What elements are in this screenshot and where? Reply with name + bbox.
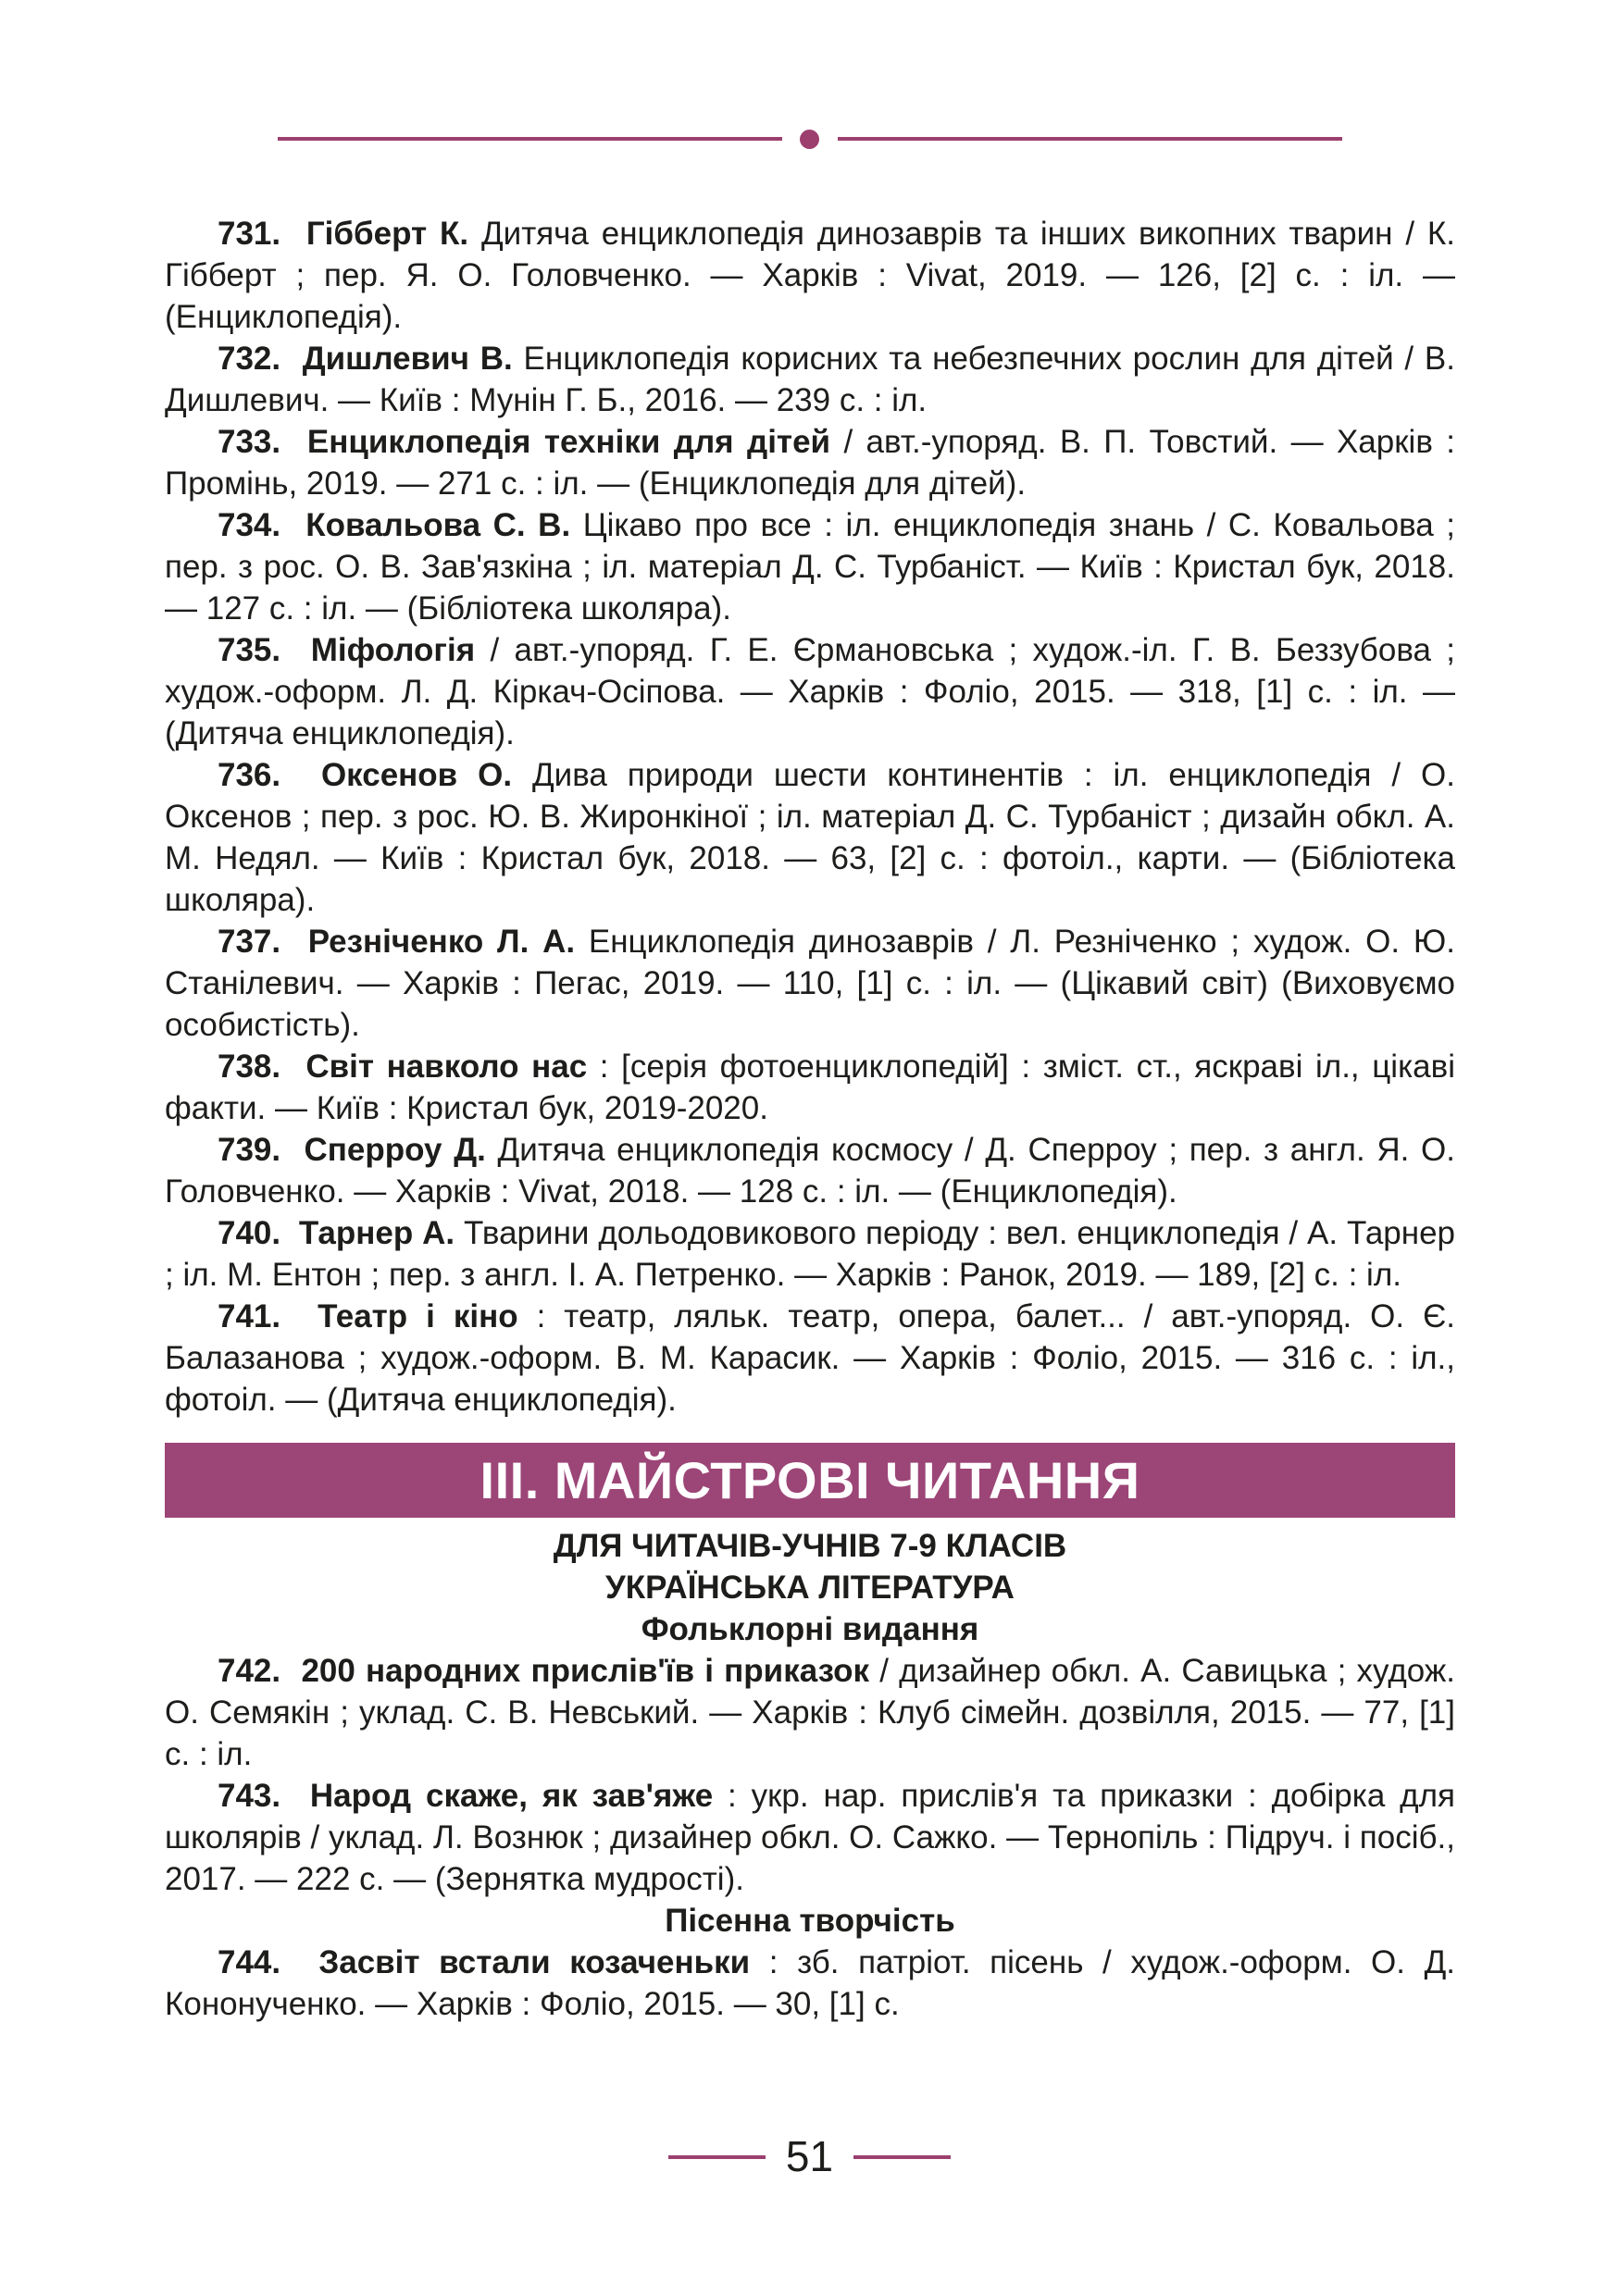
entry-description: / дизайнер обкл. А. Савицька ; худож. О. Семякін ; уклад. С. В. Невський. — Харків : Клуб сімейн. дозвілля, 2015. — 77, [1] с. : іл. (165, 1653, 1455, 1772)
entry-description: Тварини дольодовикового періоду : вел. енциклопедія / А. Тарнер ; іл. М. Ентон ; пер. з англ. І. А. Петренко. — Харків : Ранок, 2019. — 189, [2] с. : іл. (165, 1215, 1456, 1293)
section-banner: ІІІ. МАЙСТРОВІ ЧИТАННЯ (165, 1443, 1455, 1518)
top-ornament (278, 130, 1342, 148)
bibliography-entry (165, 1942, 1455, 2025)
bibliography-entry (165, 338, 1455, 421)
entry-number: 743. (218, 1778, 281, 1814)
entry-description: Цікаво про все : іл. енциклопедія знань / С. Ковальова ; пер. з рос. О. В. Зав'язкіна ; іл. матеріал Д. С. Турбаніст. — Київ : Кристал бук, 2018. — 127 с. : іл. — (Бібліотека школяра). (165, 507, 1455, 627)
entry-number: 737. (218, 924, 281, 960)
entry-number: 733. (218, 424, 281, 460)
entry-heading: Дишлевич В. (302, 341, 513, 377)
bibliography-entry (165, 1129, 1455, 1212)
entry-number: 740. (218, 1215, 281, 1251)
entry-description: Дитяча енциклопедія динозаврів та інших викопних тварин / К. Гібберт ; пер. Я. О. Головченко. — Харків : Vivat, 2019. — 126, [2] с. : іл. — (Енциклопедія). (165, 216, 1456, 335)
entry-heading: Оксенов О. (320, 757, 513, 793)
song-entries (165, 1942, 1455, 2025)
top-rule-dot (800, 130, 819, 149)
entry-heading: Гібберт К. (305, 216, 469, 252)
entry-number: 738. (218, 1049, 281, 1085)
entry-heading: Міфологія (310, 632, 476, 668)
bibliography-entry (165, 921, 1455, 1046)
folklore-entries (165, 1650, 1455, 1900)
entry-heading: Тарнер А. (298, 1215, 455, 1251)
footer-rule-right (853, 2155, 951, 2159)
entry-heading: Народ скаже, як зав'яже (309, 1778, 714, 1814)
bibliography-entry (165, 213, 1455, 338)
entry-description: Енциклопедія корисних та небезпечних рослин для дітей / В. Дишлевич. — Київ : Мунін Г. Б., 2016. — 239 с. : іл. (165, 341, 1456, 418)
entry-heading: Енциклопедія техніки для дітей (306, 424, 831, 460)
entry-description: : театр, ляльк. театр, опера, балет... / авт.-упоряд. О. Є. Балазанова ; худож.-оформ. В. М. Карасик. — Харків : Фоліо, 2015. — 316 с. : іл., фотоіл. — (Дитяча енциклопедія). (165, 1298, 1455, 1418)
bibliography-entry (165, 504, 1455, 629)
entry-heading: 200 народних прислів'їв і приказок (301, 1653, 870, 1689)
page-content (165, 213, 1455, 2025)
entry-description: : укр. нар. прислів'я та приказки : добірка для школярів / уклад. Л. Вознюк ; дизайнер обкл. О. Сажко. — Тернопіль : Підруч. і посіб., 2017. — 222 с. — (Зернятка мудрості). (165, 1778, 1455, 1897)
bibliography-entry (165, 1775, 1455, 1900)
entry-number: 732. (218, 341, 281, 377)
song-heading: Пісенна творчість (665, 1903, 955, 1939)
bibliography-entry (165, 421, 1455, 504)
footer-rule-left (668, 2155, 766, 2159)
entries-list (165, 213, 1455, 1421)
folklore-heading: Фольклорні видання (641, 1611, 979, 1647)
entry-number: 742. (218, 1653, 281, 1689)
bibliography-entry (165, 629, 1455, 754)
entry-heading: Ковальова С. В. (305, 507, 571, 543)
entry-heading: Засвіт встали козаченьки (318, 1944, 751, 1980)
entry-description: : зб. патріот. пісень / худож.-оформ. О. Д. Кононученко. — Харків : Фоліо, 2015. — 30, [1] с. (165, 1944, 1455, 2022)
entry-description: / авт.-упоряд. Г. Е. Єрмановська ; худож.-іл. Г. В. Беззубова ; худож.-оформ. Л. Д. Кіркач-Осіпова. — Харків : Фоліо, 2015. — 318, [1] с. : іл. — (Дитяча енциклопедія). (165, 632, 1456, 751)
entry-description: Дива природи шести континентів : іл. енциклопедія / О. Оксенов ; пер. з рос. Ю. В. Жиронкіної ; іл. матеріал Д. С. Турбаніст ; дизайн обкл. А. М. Недял. — Київ : Кристал бук, 2018. — 63, [2] с. : фотоіл., карти. — (Бібліотека школяра). (165, 757, 1456, 918)
subject-heading: УКРАЇНСЬКА ЛІТЕРАТУРА (605, 1570, 1015, 1606)
entry-heading: Світ навколо нас (305, 1049, 588, 1085)
page-footer (0, 2128, 1619, 2184)
entry-description: : [серія фотоенциклопедій] : зміст. ст., яскраві іл., цікаві факти. — Київ : Кристал бук, 2019-2020. (165, 1049, 1456, 1126)
bibliography-entry (165, 1650, 1455, 1775)
entry-heading: Сперроу Д. (304, 1132, 486, 1168)
entry-number: 741. (218, 1298, 281, 1334)
bibliography-entry (165, 1296, 1455, 1421)
bibliography-entry (165, 754, 1455, 921)
top-rule-right (838, 137, 1342, 141)
entry-number: 744. (218, 1944, 281, 1980)
entry-number: 731. (218, 216, 281, 252)
entry-description: Дитяча енциклопедія космосу / Д. Сперроу ; пер. з англ. Я. О. Головченко. — Харків : Vivat, 2018. — 128 с. : іл. — (Енциклопедія). (165, 1132, 1456, 1210)
top-rule-left (278, 137, 782, 141)
entry-heading: Театр і кіно (318, 1298, 518, 1334)
entry-number: 734. (218, 507, 281, 543)
entry-description: Енциклопедія динозаврів / Л. Резніченко ; худож. О. Ю. Станілевич. — Харків : Пегас, 2019. — 110, [1] с. : іл. — (Цікавий світ) (Виховуємо особистість). (165, 924, 1455, 1043)
bibliography-entry (165, 1212, 1455, 1296)
entry-number: 736. (218, 757, 281, 793)
entry-heading: Резніченко Л. А. (307, 924, 576, 960)
bibliography-entry (165, 1046, 1455, 1129)
entry-number: 735. (218, 632, 281, 668)
entry-number: 739. (218, 1132, 281, 1168)
page-number: 51 (785, 2132, 834, 2180)
entry-description: / авт.-упоряд. В. П. Товстий. — Харків : Промінь, 2019. — 271 с. : іл. — (Енциклопедія для дітей). (165, 424, 1456, 502)
audience-heading: ДЛЯ ЧИТАЧІВ-УЧНІВ 7-9 КЛАСІВ (553, 1528, 1067, 1564)
